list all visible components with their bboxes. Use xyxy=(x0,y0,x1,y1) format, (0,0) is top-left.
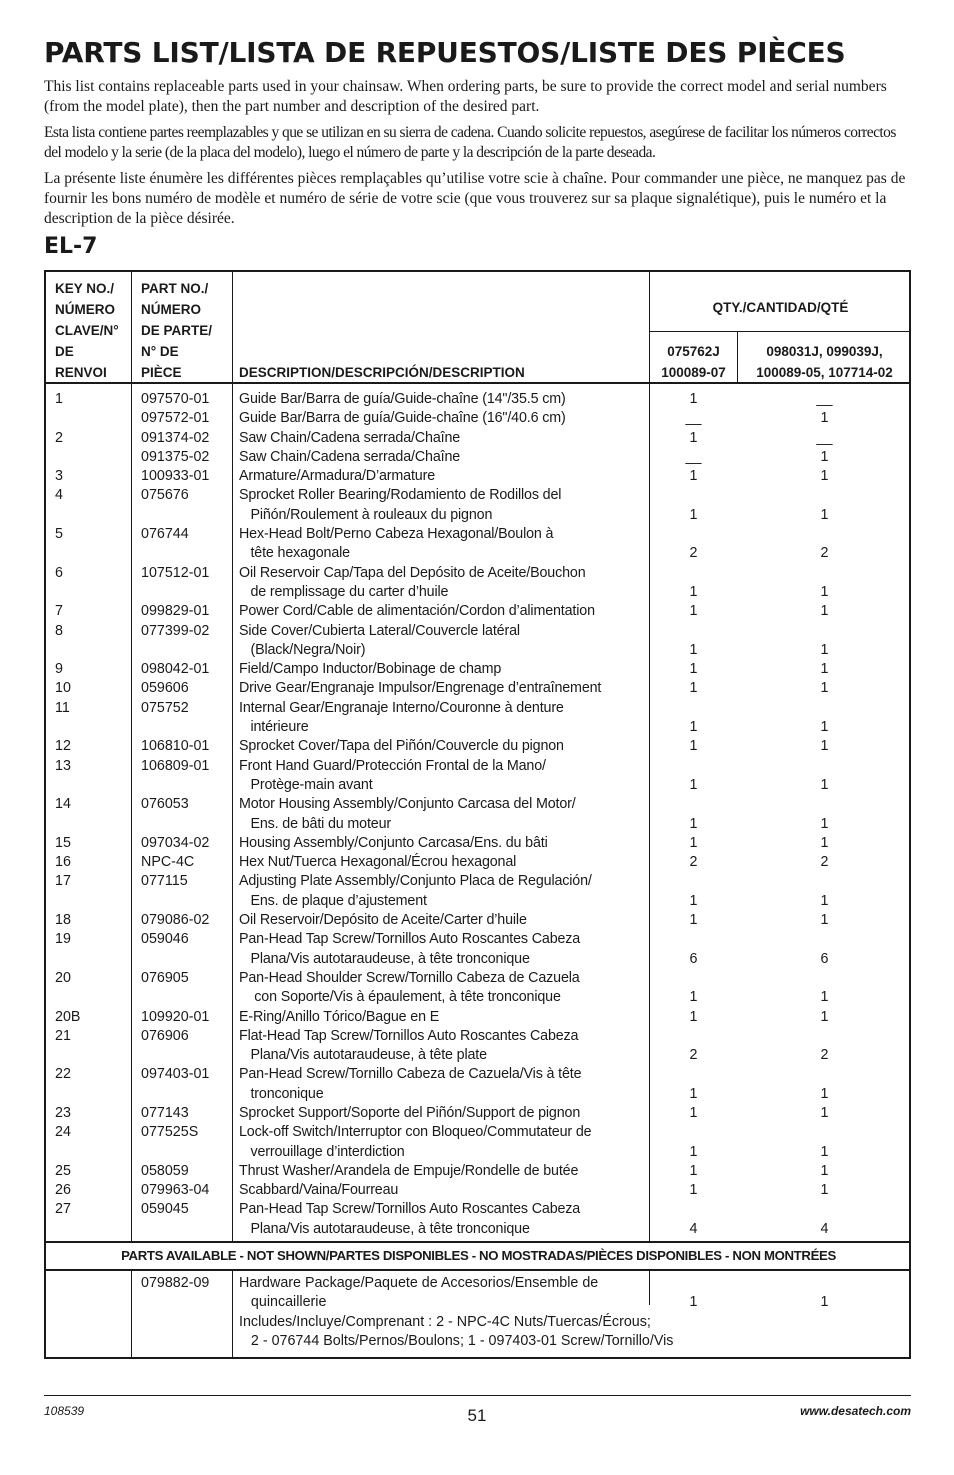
extra-description: Hardware Package/Paquete de Accesorios/Ensemble de quincaillerie xyxy=(239,1275,599,1311)
banner-bottom-rule xyxy=(46,1269,909,1271)
model-heading: EL-7 xyxy=(44,234,98,259)
intro-spanish: Esta lista contiene partes reemplazables y que se utilizan en su sierra de cadena. Cuando solicite repuestos, asegúrese de facilitar los números correctos del modelo y la serie (de la placa del modelo), luego el número de parte y la descripción de la parte deseada. xyxy=(44,124,896,161)
header-model-a: 075762J 100089-07 xyxy=(661,344,726,380)
part-number-column: 097570-01 097572-01 091374-02 091375-02 100933-01 075676 076744 107512-01 099829-01 077399-02 098042-01 059606 075752 106810-01 106809-01 076053 097034-02 NPC-4C 077115 079086-02 059046 076905 109920-01 076906 097403-01 077143 077525S 058059 079963-04 059045 xyxy=(141,391,210,1218)
divider xyxy=(131,272,132,1243)
extra-includes: Includes/Incluye/Comprenant : 2 - NPC-4C Nuts/Tuercas/Écrous; 2 - 076744 Bolts/Pernos/Boulons; 1 - 097403-01 Screw/Tornillo/Vis xyxy=(239,1314,674,1350)
extra-part-number: 079882-09 xyxy=(141,1275,210,1291)
header-quantity: QTY./CANTIDAD/QTÉ xyxy=(712,300,849,315)
quantity-column-model-b: __ 1 __ 1 1 1 2 1 1 1 1 1 1 1 1 1 1 2 1 1 6 1 1 2 1 1 1 1 1 4 xyxy=(816,391,833,1237)
footer-rule xyxy=(44,1395,911,1396)
header-description: DESCRIPTION/DESCRIPCIÓN/DESCRIPTION xyxy=(239,365,525,380)
key-number-column: 1 2 3 4 5 6 7 8 9 10 11 12 13 14 15 16 17 18 19 20 20B 21 22 23 24 25 26 27 xyxy=(55,391,81,1218)
document-number: 108539 xyxy=(44,1404,85,1418)
page-number: 51 xyxy=(467,1406,487,1425)
extra-qty-model-b: 1 xyxy=(820,1294,829,1310)
header-key-number: KEY NO./ NÚMERO CLAVE/N° DE RENVOI xyxy=(55,281,119,380)
divider xyxy=(232,1271,233,1357)
divider xyxy=(131,1271,132,1357)
divider xyxy=(232,272,233,1243)
intro-french: La présente liste énumère les différentes pièces remplaçables qu’utilise votre scie à chaîne. Pour commander une pièce, ne manquez pas de fournir les bons numéro de modèle et numéro de série de votre scie (que vous trouverez sur sa plaque signalétique), puis le numéro et la description de la pièce désirée. xyxy=(44,170,906,227)
quantity-column-model-a: 1 __ 1 __ 1 1 2 1 1 1 1 1 1 1 1 1 1 2 1 1 6 1 1 2 1 1 1 1 1 4 xyxy=(685,391,702,1237)
banner-top-rule xyxy=(46,1241,909,1243)
page-title: PARTS LIST/LISTA DE REPUESTOS/LISTE DES PIÈCES xyxy=(44,36,846,69)
intro-english: This list contains replaceable parts used in your chainsaw. When ordering parts, be sure to provide the correct model and serial numbers (from the model plate), then the part number and description of the desired part. xyxy=(44,78,887,115)
header-part-number: PART NO./ NÚMERO DE PARTE/ N° DE PIÈCE xyxy=(141,281,213,380)
header-rule xyxy=(46,382,909,384)
divider xyxy=(649,331,911,332)
extra-qty-model-a: 1 xyxy=(689,1294,698,1310)
divider xyxy=(737,332,738,383)
parts-table xyxy=(44,270,911,1359)
header-model-b: 098031J, 099039J, 100089-05, 107714-02 xyxy=(756,344,893,380)
description-column: Guide Bar/Barra de guía/Guide-chaîne (14"/35.5 cm) Guide Bar/Barra de guía/Guide-chaîne (16"/40.6 cm) Saw Chain/Cadena serrada/Chaîne Saw Chain/Cadena serrada/Chaîne Armature/Armadura/D’armature Sprocket Roller Bearing/Rodamiento de Rodillos del Piñón/Roulement à rouleaux du pignon Hex-Head Bolt/Perno Cabeza Hexagonal/Boulon à tête hexagonale Oil Reservoir Cap/Tapa del Depósito de Aceite/Bouchon de remplissage du carter d’huile Power Cord/Cable de alimentación/Cordon d’alimentation Side Cover/Cubierta Lateral/Couvercle latéral (Black/Negra/Noir) Field/Campo Inductor/Bobinage de champ Drive Gear/Engranaje Impulsor/Engrenage d’entraînement Internal Gear/Engranaje Interno/Couronne à denture intérieure Sprocket Cover/Tapa del Piñón/Couvercle du pignon Front Hand Guard/Protección Frontal de la Mano/ Protège-main avant Motor Housing Assembly/Conjunto Carcasa del Motor/ Ens. de bâti du moteur Housing Assembly/Conjunto Carcasa/Ens. du bâti Hex Nut/Tuerca Hexagonal/Écrou hexagonal Adjusting Plate Assembly/Conjunto Placa de Regulación/ Ens. de plaque d’ajustement Oil Reservoir/Depósito de Aceite/Carter d’huile Pan-Head Tap Screw/Tornillos Auto Roscantes Cabeza Plana/Vis autotaraudeuse, à tête tronconique Pan-Head Shoulder Screw/Tornillo Cabeza de Cazuela con Soporte/Vis à épaulement, à tête tronconique E-Ring/Anillo Tórico/Bague en E Flat-Head Tap Screw/Tornillos Auto Roscantes Cabeza Plana/Vis autotaraudeuse, à tête plate Pan-Head Screw/Tornillo Cabeza de Cazuela/Vis à tête tronconique Sprocket Support/Soporte del Piñón/Support de pignon Lock-off Switch/Interruptor con Bloqueo/Commutateur de verrouillage d’interdiction Thrust Washer/Arandela de Empuje/Rondelle de butée Scabbard/Vaina/Fourreau Pan-Head Tap Screw/Tornillos Auto Roscantes Cabeza Plana/Vis autotaraudeuse, à tête tronconique xyxy=(239,391,602,1237)
website-link[interactable]: www.desatech.com xyxy=(800,1404,911,1418)
not-shown-banner: PARTS AVAILABLE - NOT SHOWN/PARTES DISPONIBLES - NO MOSTRADAS/PIÈCES DISPONIBLES - NON MONTRÉES xyxy=(121,1248,836,1263)
